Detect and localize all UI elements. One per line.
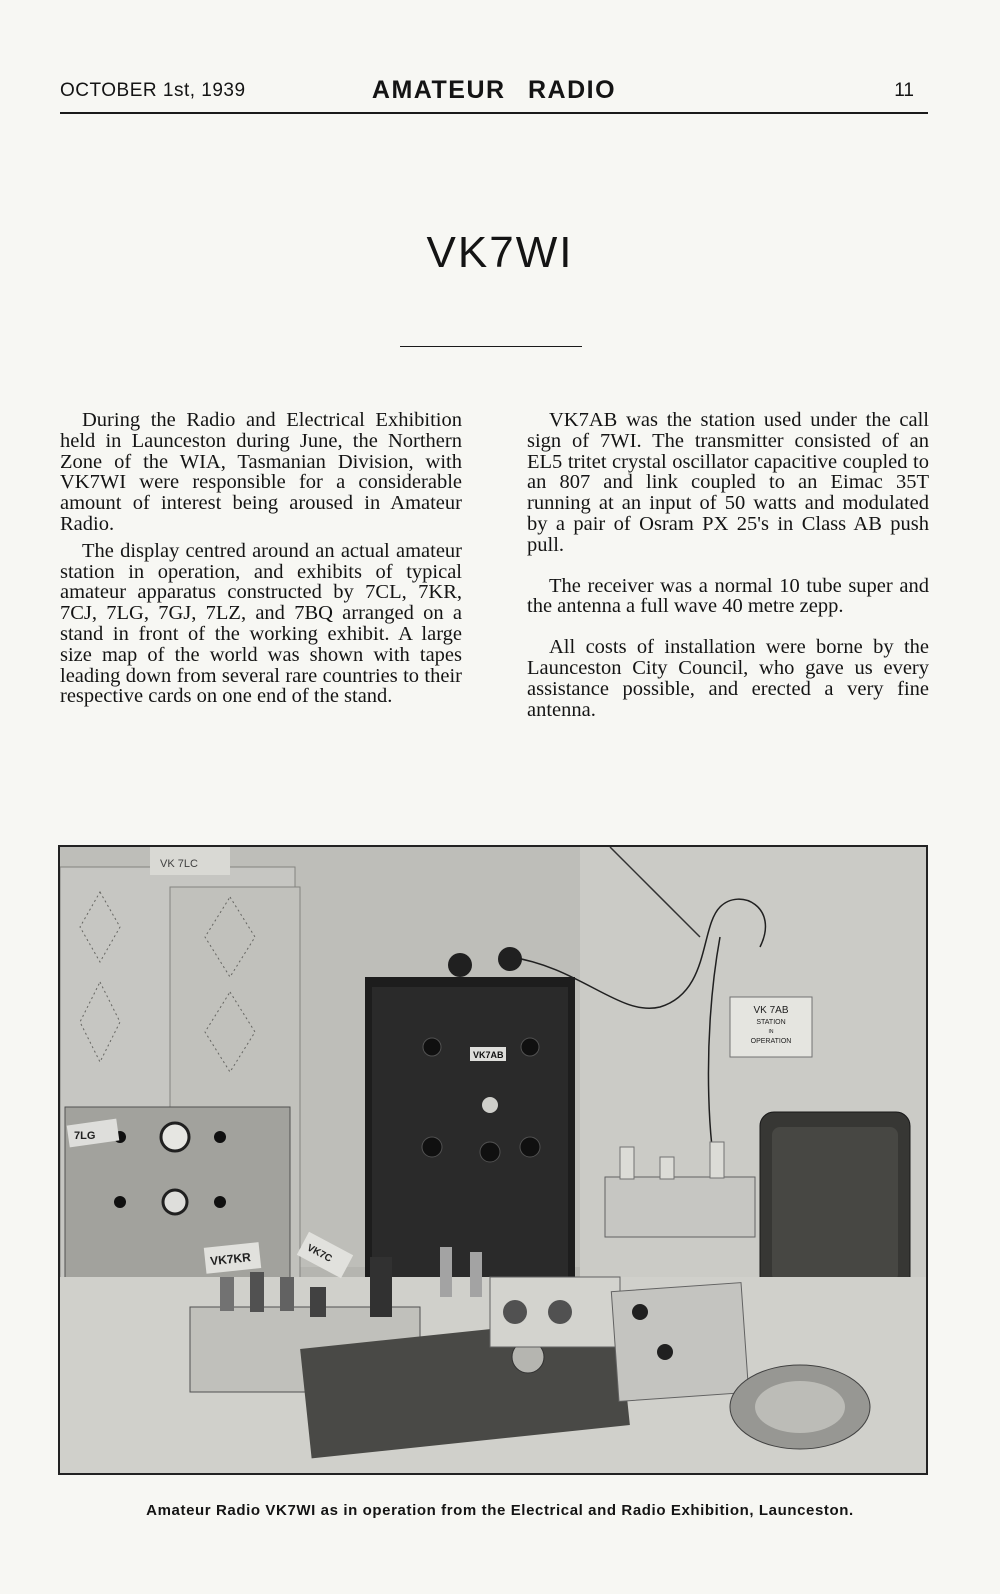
paragraph: All costs of installation were borne by the Launceston City Council, who gave us every assistance possible, and erected a very fine antenna. xyxy=(527,636,929,721)
card-label: VK 7LC xyxy=(160,858,198,870)
page-number: 11 xyxy=(894,80,914,101)
left-column xyxy=(60,410,462,707)
card-label: 7LG xyxy=(74,1130,96,1142)
sign-line: VK 7AB xyxy=(753,1005,789,1016)
rack-label: VK7AB xyxy=(473,1050,504,1060)
right-column xyxy=(527,410,929,720)
sign-line: OPERATION xyxy=(750,1038,792,1045)
paragraph: The display centred around an actual amateur station in operation, and exhibits of typical amateur apparatus constructed by 7CL, 7KR, 7CJ, 7LG, 7GJ, 7LZ, and 7BQ arranged on a stand in front of the working exhibit. A large size map of the world was shown with tapes leading down from several rare countries to their respective cards on one end of the stand. xyxy=(60,539,462,708)
card-label: VK7C xyxy=(304,1242,334,1265)
paragraph: During the Radio and Electrical Exhibition held in Launceston during June, the Northern Zone of the WIA, Tasmanian Division, with VK7WI were responsible for a considerable amount of interest being aroused in Amateur Radio. xyxy=(60,409,462,535)
exhibition-photo xyxy=(58,845,928,1475)
title-divider xyxy=(400,346,582,347)
running-header xyxy=(60,78,928,114)
publication-title: AMATEUR RADIO xyxy=(371,76,617,104)
card-label: VK7KR xyxy=(209,1250,252,1269)
paragraph: VK7AB was the station used under the call sign of 7WI. The transmitter consisted of an EL5 tritet crystal oscillator capacitive coupled to an 807 and link coupled to an Eimac 35T running at an input of 50 watts and modulated by a pair of Osram PX 25's in Class AB push pull. xyxy=(527,409,929,556)
article-title: VK7WI xyxy=(426,228,574,277)
sign-line: IN xyxy=(768,1029,774,1035)
photo-caption: Amateur Radio VK7WI as in operation from the Electrical and Radio Exhibition, Launceston. xyxy=(146,1502,854,1519)
paragraph: The receiver was a normal 10 tube super and the antenna a full wave 40 metre zepp. xyxy=(527,574,929,618)
sign-line: STATION xyxy=(756,1019,786,1026)
issue-date: OCTOBER 1st, 1939 xyxy=(60,80,246,101)
